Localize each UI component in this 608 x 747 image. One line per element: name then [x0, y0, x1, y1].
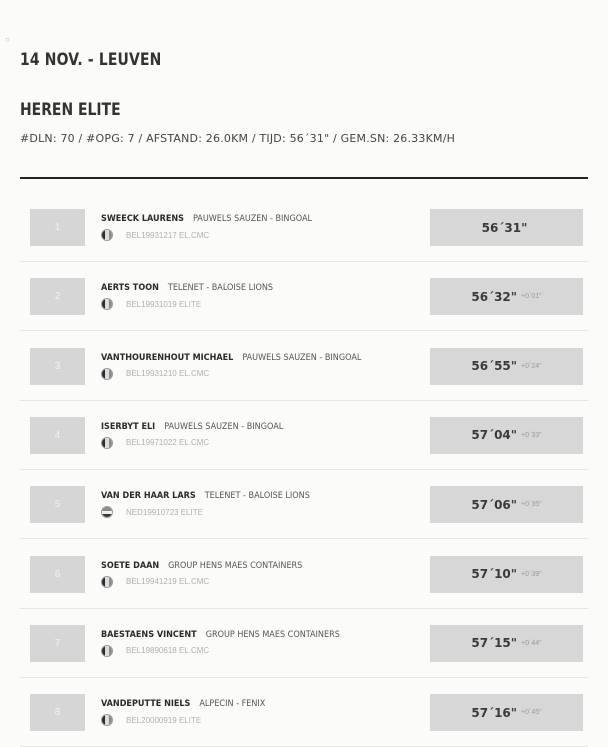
license-code: BEL20000919 ELITE	[126, 715, 202, 725]
rider-line	[101, 283, 273, 293]
result-row[interactable]	[20, 400, 588, 470]
rider-line	[101, 491, 310, 501]
rider-name: SOETE DAAN	[101, 560, 160, 571]
belgium-flag-icon	[101, 714, 113, 726]
rider-name: BAESTAENS VINCENT	[101, 629, 197, 640]
belgium-flag-icon	[101, 437, 113, 449]
finish-time: 56´55"	[471, 359, 518, 374]
rider-line	[101, 630, 340, 640]
license-code: NED19910723 ELITE	[126, 507, 203, 517]
time-gap: +0´33"	[521, 431, 542, 439]
license-code: BEL19931217 EL.CMC	[126, 230, 210, 240]
license-code: BEL19890618 EL.CMC	[126, 646, 210, 656]
rider-line	[101, 353, 361, 363]
rider-meta	[101, 229, 209, 241]
team-name: TELENET - BALOISE LIONS	[204, 491, 310, 502]
team-name: GROUP HENS MAES CONTAINERS	[168, 560, 303, 571]
position-box: 5	[30, 486, 85, 523]
rider-meta	[101, 645, 209, 657]
time-box	[430, 694, 583, 731]
rider-name: VAN DER HAAR LARS	[101, 491, 196, 502]
position-box: 8	[30, 694, 85, 731]
license-code: BEL19941219 EL.CMC	[126, 577, 210, 586]
time-box	[430, 348, 583, 385]
time-gap: +0´35"	[521, 501, 542, 509]
rider-meta	[101, 714, 201, 726]
header-divider	[20, 177, 588, 179]
time-gap: +0´24"	[521, 362, 542, 370]
team-name: GROUP HENS MAES CONTAINERS	[205, 629, 340, 640]
time-gap: +0´01"	[521, 293, 542, 301]
team-name: ALPECIN - FENIX	[199, 699, 266, 710]
rider-line	[101, 561, 302, 571]
rider-meta	[101, 506, 203, 518]
finish-time: 57´06"	[471, 497, 518, 512]
belgium-flag-icon	[101, 576, 113, 588]
finish-time: 56´31"	[481, 220, 528, 235]
license-code: BEL19931019 ELITE	[126, 299, 202, 309]
scan-mark-icon: ○	[5, 35, 10, 44]
finish-time: 56´32"	[471, 289, 518, 304]
rider-meta	[101, 298, 201, 310]
finish-time: 57´04"	[471, 428, 518, 443]
rider-meta	[101, 368, 209, 380]
time-box	[430, 486, 583, 523]
team-name: PAUWELS SAUZEN - BINGOAL	[164, 421, 284, 432]
result-row[interactable]	[20, 677, 588, 747]
time-gap: +0´39"	[521, 570, 542, 578]
time-box	[430, 625, 583, 662]
position-box: 7	[30, 625, 85, 662]
position-box: 6	[30, 556, 85, 593]
result-row[interactable]	[20, 608, 588, 678]
rider-meta	[101, 437, 209, 449]
time-gap: +0´45"	[521, 709, 542, 717]
time-box	[430, 278, 583, 315]
event-title: 14 NOV. - LEUVEN	[20, 50, 162, 70]
rider-name: VANTHOURENHOUT MICHAEL	[101, 352, 234, 363]
team-name: TELENET - BALOISE LIONS	[167, 283, 274, 294]
time-box	[430, 417, 583, 454]
result-row[interactable]	[20, 469, 588, 539]
rider-name: AERTS TOON	[101, 283, 159, 294]
rider-line	[101, 422, 283, 432]
team-name: PAUWELS SAUZEN - BINGOAL	[192, 214, 313, 224]
rider-line	[101, 699, 265, 709]
team-name: PAUWELS SAUZEN - BINGOAL	[242, 352, 362, 363]
time-box	[430, 556, 583, 593]
belgium-flag-icon	[101, 368, 113, 380]
rider-name: SWEECK LAURENS	[101, 214, 184, 224]
category-title: HEREN ELITE	[20, 100, 121, 120]
belgium-flag-icon	[101, 645, 113, 657]
result-row[interactable]	[20, 539, 588, 609]
finish-time: 57´15"	[471, 636, 518, 651]
result-row[interactable]	[20, 331, 588, 401]
belgium-flag-icon	[101, 298, 113, 310]
rider-name: VANDEPUTTE NIELS	[101, 699, 191, 710]
license-code: BEL19931210 EL.CMC	[126, 369, 210, 379]
time-gap: +0´44"	[521, 639, 542, 647]
license-code: BEL19971022 EL.CMC	[126, 438, 210, 448]
result-row[interactable]	[20, 261, 588, 331]
belgium-flag-icon	[101, 229, 113, 241]
rider-meta	[101, 576, 209, 588]
position-box: 4	[30, 417, 85, 454]
position-box: 3	[30, 348, 85, 385]
position-box: 2	[30, 278, 85, 315]
finish-time: 57´10"	[471, 567, 518, 581]
race-stats: #DLN: 70 / #OPG: 7 / AFSTAND: 26.0KM / TIJD: 56´31" / GEM.SN: 26.33KM/H	[20, 132, 456, 145]
finish-time: 57´16"	[471, 705, 518, 720]
rider-line	[101, 214, 312, 224]
result-row[interactable]	[20, 192, 588, 262]
time-box	[430, 209, 583, 246]
netherlands-flag-icon	[101, 506, 113, 518]
rider-name: ISERBYT ELI	[101, 421, 156, 432]
position-box: 1	[30, 209, 85, 246]
